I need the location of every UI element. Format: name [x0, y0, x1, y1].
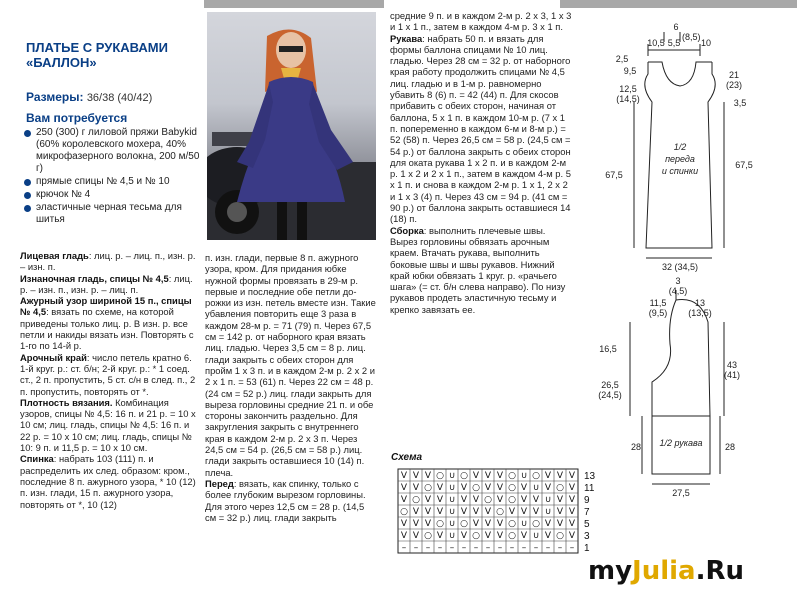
chart-symbol: ∪ [520, 519, 528, 529]
chart-symbol: V [436, 507, 444, 517]
material-item: эластичные черная тесьма для шитья [24, 202, 204, 226]
dim-left-3: 12,5 [619, 84, 637, 94]
dim-height-left: 67,5 [605, 170, 623, 180]
chart-symbol: ○ [508, 471, 516, 481]
text-gauge: Комбинация узоров, спицы № 4,5: 16 п. и 21 р. = 10 х 10 см; лиц. гладь, спицы № 4,5: 16 п. и 22 р. = 10 х 10 см; лиц. гладь, спицы № 10: 9 п. и 11,5 р. = 10 х 10 см. [20, 396, 196, 454]
chart-symbol: V [532, 495, 540, 505]
chart-symbol: V [556, 495, 564, 505]
chart-symbol: ∪ [448, 519, 456, 529]
label-and-back: и спинки [661, 166, 699, 176]
chart-row-number: 9 [584, 495, 590, 506]
chart-symbol: – [437, 543, 443, 553]
instructions-column-1 [20, 250, 196, 510]
sleeve-left-4: 28 [630, 442, 642, 452]
chart-symbol: ○ [472, 531, 480, 541]
chart-row-number: 5 [584, 519, 590, 530]
label-front-half: 1/2 [673, 142, 687, 152]
sleeve-right-3: 28 [724, 442, 736, 452]
paragraph-back [20, 453, 196, 509]
chart-symbol: V [424, 495, 432, 505]
chart-row-number: 3 [584, 531, 590, 542]
chart-symbol: V [520, 507, 528, 517]
chart-symbol: V [520, 495, 528, 505]
chart-symbol: V [424, 507, 432, 517]
chart-symbol: – [557, 543, 563, 553]
chart-symbol: V [568, 471, 576, 481]
chart-symbol: V [460, 507, 468, 517]
chart-symbol: ○ [472, 483, 480, 493]
chart-symbol: – [485, 543, 491, 553]
chart-symbol: V [568, 507, 576, 517]
chart-symbol: – [425, 543, 431, 553]
chart-symbol: – [401, 543, 407, 553]
chart-symbol: ○ [532, 471, 540, 481]
title-line-2: «БАЛЛОН» [26, 55, 97, 70]
chart-symbol: ∪ [448, 471, 456, 481]
label-front: переда [665, 154, 695, 164]
chart-symbol: V [568, 531, 576, 541]
dim-top-width: 6 [673, 22, 679, 32]
chart-symbol: V [400, 483, 408, 493]
chart-symbol: ○ [532, 519, 540, 529]
dim-m1: 10,5 [647, 38, 665, 48]
sleeve-right-2: (41) [723, 370, 741, 380]
dim-height-right: 67,5 [735, 160, 753, 170]
chart-symbol: – [521, 543, 527, 553]
chart-symbol: V [520, 531, 528, 541]
chart-symbol: V [484, 483, 492, 493]
chart-grid [398, 469, 578, 553]
dim-top-width-alt: (8,5) [682, 32, 701, 42]
term-lace: Ажурный узор шириной 15 п., спицы № 4,5 [20, 295, 192, 318]
chart-symbol: V [424, 471, 432, 481]
chart-symbol: ○ [436, 519, 444, 529]
text-front: : вязать, как спинку, только с более глубоким вырезом горловины. Для этого через 12,5 см = 28 р. (14,5 см = 32 р.) лиц. глади закрыть [205, 477, 366, 523]
chart-symbol: ∪ [532, 531, 540, 541]
paragraph-arch-edge [20, 352, 196, 397]
text-assembly: : выполнить плечевые швы. Вырез горловины обвязать арочным краем. Втачать рукава, выполнить боковые швы и швы рукавов. Нижний край юбки обвязать 1 круг. р. «рачьего шага» (= ст. б/н слева направо). По низу рукавов продеть эластичную тесьму и крепко завязать ее. [390, 224, 566, 315]
chart-symbol: – [449, 543, 455, 553]
dim-right-3: 3,5 [733, 98, 747, 108]
materials-heading: Вам потребуется [26, 111, 128, 125]
chart-symbol: – [509, 543, 515, 553]
chart-symbol: ○ [556, 531, 564, 541]
sleeve-left-1: 16,5 [599, 344, 617, 354]
chart-symbol: ○ [412, 495, 420, 505]
term-sleeve: Рукава [390, 32, 423, 44]
label-half-sleeve: 1/2 рукава [659, 438, 703, 448]
chart-symbol: V [484, 471, 492, 481]
text-back: : набрать 103 (111) п. и распределить их след. образом: кром., последние 8 п. ажурного узора, * 10 (12) п. изн. глади, 15 п. ажурного узора, повторять от *, 10 (12) [20, 453, 196, 510]
chart-symbol: – [533, 543, 539, 553]
chart-symbol: – [461, 543, 467, 553]
chart-symbol: V [508, 507, 516, 517]
chart-symbol: V [436, 531, 444, 541]
chart-symbol: ∪ [544, 507, 552, 517]
term-front: Перед [205, 477, 234, 489]
chart-symbol: V [424, 519, 432, 529]
chart-symbol: V [412, 471, 420, 481]
chart-symbol: V [496, 471, 504, 481]
logo-ru: .Ru [695, 556, 745, 586]
paragraph-sleeve [390, 33, 572, 225]
chart-symbol: ∪ [448, 531, 456, 541]
sleeve-left-3: (24,5) [598, 390, 622, 400]
chart-row-number: 1 [584, 543, 590, 554]
chart-symbol: V [484, 531, 492, 541]
text-arch-edge: : число петель кратно 6. 1-й круг. р.: ст. б/н; 2-й круг. р.: * 1 соед. ст., 2 п. пропустить, 5 ст. с/н в след. п., 2 п. пропустить, повторять от *. [20, 351, 196, 397]
sleeve-right-1: 43 [726, 360, 738, 370]
chart-symbol: – [545, 543, 551, 553]
text-sleeve: : набрать 50 п. и вязать для формы баллона спицами № 10 лиц. гладью. Через 28 см = 32 р. от наборного края работу продолжить спицами № 4,5 лиц. гладью и в 1-м р. равномерно убавить 8 (6) п. = 42 (44) п. Для скосов прибавить с обеих сторон, начиная от баллона, 5 х 1 п. в каждом 10-м р. (7 х 1 п. попеременно в каждом 6-м и 8-м р.) = 52 (58) п. Через 26,5 см = 58 р. (24,5 см = 54 р.) от баллона закрыть с обеих сторон для оката рукава 1 х 2 п. и в каждом 2-м р. 1 х 2 и 2 х 1 п., затем в каждом 4-м р. 5 х 1 п. и снова в каждом 2-м р. 1 х 1, 2 х 2 и 1 х 3 (4) п. Через 43 см = 94 р. (41 см = 90 р.) от баллона закрыть оставшиеся 14 (18) п. [390, 32, 571, 225]
chart-row-number: 13 [584, 471, 596, 482]
chart-symbol: V [556, 507, 564, 517]
sleeve-tr-2: (13,5) [688, 308, 712, 318]
schematic-diagrams [596, 22, 792, 542]
paragraph-front-cont: средние 9 п. и в каждом 2-м р. 2 х 3, 1 х 3 и 1 х 1 п., затем в каждом 4-м р. 3 х 1 п. [390, 10, 572, 33]
sleeve-tl-1: 11,5 [649, 298, 667, 308]
chart-symbol: V [412, 531, 420, 541]
sizes-label: Размеры: [26, 90, 84, 104]
chart-symbol: ○ [508, 483, 516, 493]
text-lace: : вязать по схеме, на которой приведены только лиц. р. В изн. р. все петли и накиды вязать изн. Повторять с 1-го по 14-й р. [20, 306, 194, 352]
material-item: прямые спицы № 4,5 и № 10 [24, 176, 204, 188]
sleeve-tl-2: (9,5) [648, 308, 668, 318]
term-gauge: Плотность вязания. [20, 396, 113, 408]
chart-symbol: ○ [484, 495, 492, 505]
chart-symbol: ○ [460, 519, 468, 529]
chart-symbol: V [568, 483, 576, 493]
chart-symbol: V [460, 483, 468, 493]
top-right-gray-bar [560, 0, 797, 8]
text-stockinette: : лиц. р. – лиц. п., изн. р. – изн. п. [20, 250, 196, 273]
model-photo [207, 12, 376, 240]
sleeve-schematic [630, 290, 724, 484]
sleeve-bottom: 27,5 [672, 488, 690, 498]
chart-symbol: V [568, 519, 576, 529]
chart-symbol: V [568, 495, 576, 505]
term-stockinette: Лицевая гладь [20, 250, 89, 261]
chart-symbol: ○ [424, 531, 432, 541]
sizes-value: 36/38 (40/42) [86, 92, 153, 104]
chart-symbol: V [400, 531, 408, 541]
chart-symbol: ○ [508, 519, 516, 529]
logo-julia: Julia [632, 556, 696, 586]
chart-symbol: V [400, 495, 408, 505]
schema-label: Схема [391, 452, 423, 463]
chart-symbol: V [412, 507, 420, 517]
dress-photo-illustration [207, 12, 376, 240]
chart-symbol: V [484, 507, 492, 517]
chart-symbol: V [496, 519, 504, 529]
chart-symbol: V [460, 531, 468, 541]
material-item: крючок № 4 [24, 189, 204, 201]
chart-symbol: V [412, 483, 420, 493]
paragraph-front [205, 478, 377, 523]
chart-symbol: V [520, 483, 528, 493]
chart-symbol: – [569, 543, 575, 553]
chart-symbol: ∪ [520, 471, 528, 481]
sizes-line [26, 90, 201, 104]
chart-symbol: ∪ [448, 483, 456, 493]
chart-symbol: V [436, 483, 444, 493]
chart-symbol: V [532, 507, 540, 517]
chart-symbol: V [484, 519, 492, 529]
chart-symbol: – [413, 543, 419, 553]
paragraph-back-cont: п. изн. глади, первые 8 п. ажурного узора, кром. Для придания юбке нужной формы провязать в 29-м р. первые и последние обе петли дорожки из изн. петель вместе изн. Такие убавления повторить еще 3 раза в каждом 28-м р. = 71 (79) п. Через 67,5 см = 142 р. от наборного края вязать лиц. гладью. Через 3,5 см = 8 р. лиц. глади закрыть с обеих сторон для пройм 1 х 3 п. и в каждом 2-м р. 2 х 2 и 2 х 1 п. = 53 (61) п. Через 22 см = 48 р. (24 см = 52 р.) лиц. глади закрыть для выреза горловины средние 21 п. и обе стороны закончить раздельно. Для закругления закрыть с внутреннего края в каждом 2-м р. 2 х 3 п. Через 24,5 см = 54 р. (26,5 см = 58 р.) лиц. глади закрыть оставшиеся 10 (14) п. плеча. [205, 252, 376, 478]
chart-symbol: V [472, 495, 480, 505]
term-back: Спинка [20, 453, 54, 465]
chart-symbol: V [472, 507, 480, 517]
term-assembly: Сборка [390, 224, 424, 236]
knitting-chart [396, 465, 596, 565]
dim-m2: 5,5 [667, 38, 681, 48]
dim-left-2: 9,5 [623, 66, 637, 76]
paragraph-assembly [390, 225, 572, 315]
chart-symbol: ○ [508, 531, 516, 541]
chart-symbol: V [400, 471, 408, 481]
chart-symbol: V [556, 471, 564, 481]
chart-symbol: V [544, 519, 552, 529]
chart-row-number: 11 [584, 483, 595, 494]
chart-symbol: ○ [424, 483, 432, 493]
chart-symbol: – [473, 543, 479, 553]
sleeve-tr-1: 13 [694, 298, 706, 308]
chart-symbol: ○ [460, 471, 468, 481]
dim-m3: 10 [700, 38, 712, 48]
dim-left-1: 2,5 [615, 54, 629, 64]
chart-symbol: – [497, 543, 503, 553]
chart-symbol: ∪ [532, 483, 540, 493]
top-gray-bar [204, 0, 384, 8]
instructions-column-3 [390, 10, 572, 315]
chart-symbol: V [544, 531, 552, 541]
logo-my: my [588, 556, 633, 586]
chart-row-number: 7 [584, 507, 590, 518]
chart-symbol: V [472, 471, 480, 481]
chart-symbol: V [496, 531, 504, 541]
chart-symbol: V [400, 519, 408, 529]
chart-symbol: ∪ [544, 495, 552, 505]
pattern-title [26, 40, 201, 70]
dim-right-2: (23) [725, 80, 743, 90]
chart-symbol: ○ [436, 471, 444, 481]
paragraph-lace [20, 295, 196, 351]
sleeve-top-1: 3 [675, 276, 681, 286]
term-arch-edge: Арочный край [20, 351, 87, 363]
chart-symbol: V [496, 483, 504, 493]
instructions-column-2 [205, 252, 377, 523]
chart-symbol: V [412, 519, 420, 529]
site-logo [588, 556, 744, 586]
chart-symbol: ∪ [448, 495, 456, 505]
paragraph-gauge [20, 397, 196, 453]
term-reverse-stockinette: Изнаночная гладь, спицы № 4,5 [20, 272, 169, 284]
paragraph-stockinette [20, 250, 196, 273]
chart-symbol: V [472, 519, 480, 529]
chart-symbol: V [544, 483, 552, 493]
materials-list [24, 127, 204, 227]
chart-symbol: ○ [508, 495, 516, 505]
sleeve-left-2: 26,5 [601, 380, 619, 390]
chart-symbol: ○ [556, 483, 564, 493]
chart-symbol: V [556, 519, 564, 529]
paragraph-reverse-stockinette [20, 273, 196, 296]
chart-row-numbers [584, 471, 596, 554]
chart-symbol: V [496, 495, 504, 505]
chart-symbol: ∪ [448, 507, 456, 517]
text-reverse-stockinette: : лиц. р. – изн. п., изн. р. – лиц. п. [20, 272, 193, 295]
dim-right-1: 21 [728, 70, 740, 80]
chart-symbol: V [544, 471, 552, 481]
chart-symbol: V [436, 495, 444, 505]
sleeve-top-2: (4,5) [668, 286, 688, 296]
title-line-1: ПЛАТЬЕ С РУКАВАМИ [26, 40, 168, 55]
material-item: 250 (300) г лиловой пряжи Babykid (60% королевского мохера, 40% микрофазерного волокна, 200 м/50 г) [24, 127, 204, 175]
dim-left-4: (14,5) [616, 94, 640, 104]
chart-symbol: V [460, 495, 468, 505]
chart-symbol: ○ [400, 507, 408, 517]
dim-bottom: 32 (34,5) [661, 262, 699, 272]
chart-symbol: ○ [496, 507, 504, 517]
